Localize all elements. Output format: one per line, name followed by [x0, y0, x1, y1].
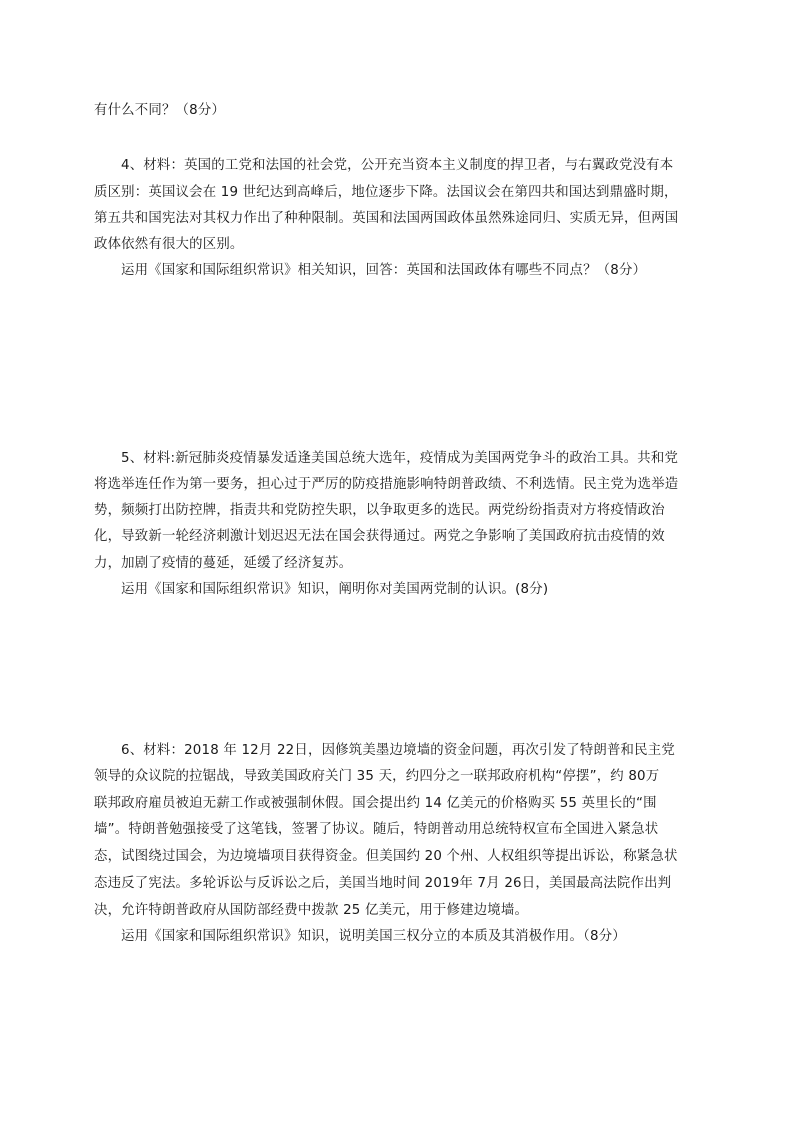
q5-material-line-1: 5、材料:新冠肺炎疫情暴发适逢美国总统大选年，疫情成为美国两党争斗的政治工具。共和党 — [121, 451, 679, 466]
q5-material-line-3: 势，频频打出防控牌，指责共和党防控失职，以争取更多的选民。两党纷纷指责对方将疫情政治 — [94, 503, 665, 518]
q3-tail-text: 有什么不同？（8分） — [94, 103, 226, 118]
q5-material-line-4: 化，导致新一轮经济刺激计划迟迟无法在国会获得通过。两党之争影响了美国政府抗击疫情的效 — [94, 529, 665, 544]
q4-material-line-3: 第五共和国宪法对其权力作出了种种限制。英国和法国两国政体虽然殊途同归、实质无异，但两国 — [94, 211, 679, 226]
q6-question: 运用《国家和国际组织常识》知识，说明美国三权分立的本质及其消极作用。（8分） — [121, 929, 626, 944]
q5-material-line-5: 力，加剧了疫情的蔓延，延缓了经济复苏。 — [94, 556, 353, 571]
q6-material-line-7: 决，允许特朗普政府从国防部经费中拨款 25 亿美元，用于修建边境墙。 — [94, 903, 529, 918]
q6-material-line-3: 联邦政府雇员被迫无薪工作或被强制休假。国会提出约 14 亿美元的价格购买 55 英里长的“围 — [94, 796, 657, 811]
q6-material-line-6: 态违反了宪法。多轮诉讼与反诉讼之后，美国当地时间 2019年 7月 26日，美国最高法院作出判 — [94, 876, 672, 891]
q4-question: 运用《国家和国际组织常识》相关知识，回答：英国和法国政体有哪些不同点？（8分） — [121, 263, 647, 278]
q4-material-line-4: 政体依然有很大的区别。 — [94, 237, 244, 252]
q6-material-line-1: 6、材料：2018 年 12月 22日，因修筑美墨边境墙的资金问题，再次引发了特朗普和民主党 — [121, 743, 675, 758]
q4-material-line-2: 质区别：英国议会在 19 世纪达到高峰后，地位逐步下降。法国议会在第四共和国达到鼎盛时期， — [94, 185, 678, 200]
q5-question: 运用《国家和国际组织常识》知识，阐明你对美国两党制的认识。(8分) — [121, 582, 549, 597]
q4-material-line-1: 4、材料：英国的工党和法国的社会党，公开充当资本主义制度的捍卫者，与右翼政党没有本 — [121, 158, 674, 173]
q6-material-line-5: 态，试图绕过国会，为边境墙项目获得资金。但美国约 20 个州、人权组织等提出诉讼，称紧急状 — [94, 849, 678, 864]
q6-material-line-2: 领导的众议院的拉锯战，导致美国政府关门 35 天，约四分之一联邦政府机构“停摆”，约 80万 — [94, 769, 660, 784]
q5-material-line-2: 将选举连任作为第一要务，担心过于严厉的防疫措施影响特朗普政绩、不利选情。民主党为选举造 — [94, 477, 679, 492]
q6-material-line-4: 墙”。特朗普勉强接受了这笔钱，签署了协议。随后，特朗普动用总统特权宣布全国进入紧急状 — [94, 822, 659, 837]
